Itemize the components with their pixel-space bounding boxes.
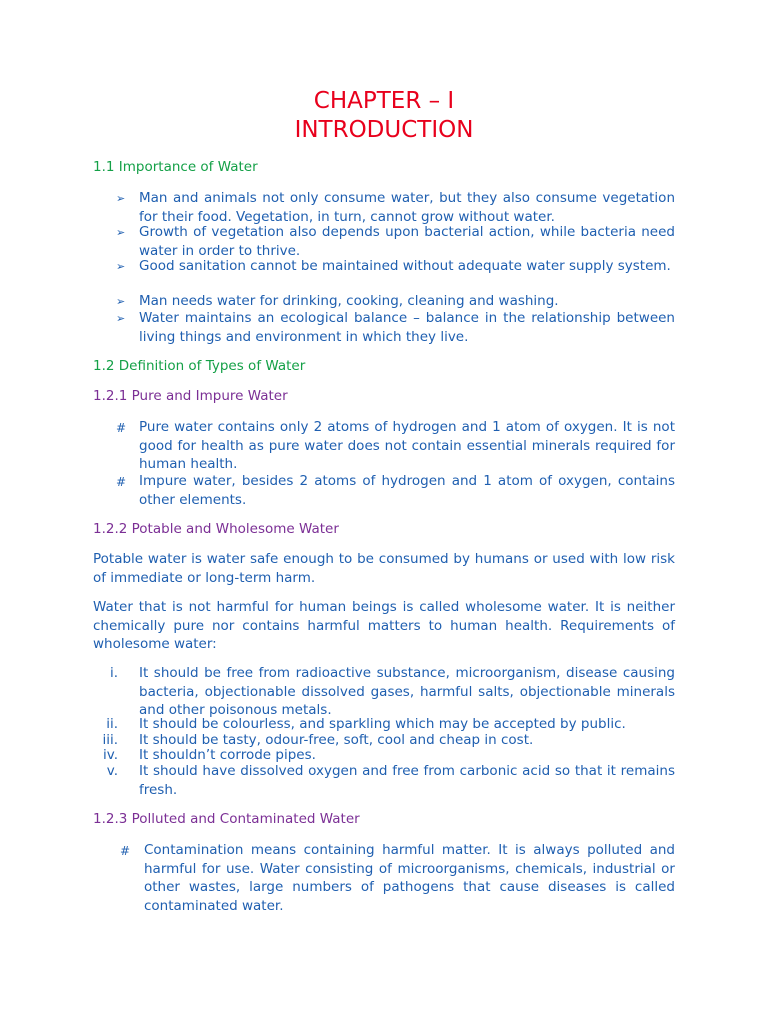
chapter-title: INTRODUCTION bbox=[294, 117, 474, 143]
list-item: Impure water, besides 2 atoms of hydrogen and 1 atom of oxygen, contains other elements. bbox=[139, 473, 675, 508]
list-item: It should be colourless, and sparkling which may be accepted by public. bbox=[139, 716, 626, 732]
section-heading-1-1: 1.1 Importance of Water bbox=[93, 159, 258, 175]
hash-bullet-icon: # bbox=[116, 475, 127, 489]
roman-numeral: ii. bbox=[106, 716, 118, 732]
chapter-number: CHAPTER – I bbox=[313, 88, 455, 114]
wholesome-paragraph: Water that is not harmful for human beings is called wholesome water. It is neither chemically pure nor contains harmful matters to human health. Requirements of wholesome water: bbox=[93, 599, 675, 652]
list-item: Man and animals not only consume water, but they also consume vegetation for their food. Vegetation, in turn, cannot grow without water. bbox=[139, 190, 675, 225]
list-item: Man needs water for drinking, cooking, cleaning and washing. bbox=[139, 293, 559, 309]
bullet-arrow-icon: ➢ bbox=[116, 295, 126, 308]
list-item: It should have dissolved oxygen and free from carbonic acid so that it remains fresh. bbox=[139, 763, 675, 798]
section-heading-1-2-1: 1.2.1 Pure and Impure Water bbox=[93, 388, 288, 404]
bullet-arrow-icon: ➢ bbox=[116, 192, 126, 205]
roman-numeral: v. bbox=[106, 763, 118, 779]
section-heading-1-2-2: 1.2.2 Potable and Wholesome Water bbox=[93, 521, 339, 537]
roman-numeral: i. bbox=[109, 665, 118, 681]
list-item: It should be tasty, odour-free, soft, cool and cheap in cost. bbox=[139, 732, 534, 748]
list-item: Pure water contains only 2 atoms of hydrogen and 1 atom of oxygen. It is not good for health as pure water does not contain essential minerals required for human health. bbox=[139, 419, 675, 472]
list-item: Growth of vegetation also depends upon bacterial action, while bacteria need water in order to thrive. bbox=[139, 224, 675, 259]
section-heading-1-2-3: 1.2.3 Polluted and Contaminated Water bbox=[93, 811, 360, 827]
bullet-arrow-icon: ➢ bbox=[116, 226, 126, 239]
list-item: Good sanitation cannot be maintained without adequate water supply system. bbox=[139, 258, 671, 274]
list-item: Contamination means containing harmful matter. It is always polluted and harmful for use. Water consisting of microorganisms, chemicals, industrial or other wastes, large numbers of pathogens that cause diseases is called contaminated water. bbox=[144, 842, 675, 914]
list-item: It should be free from radioactive substance, microorganism, disease causing bacteria, objectionable dissolved gases, harmful salts, objectionable minerals and other poisonous metals. bbox=[139, 665, 675, 718]
bullet-arrow-icon: ➢ bbox=[116, 312, 126, 325]
hash-bullet-icon: # bbox=[120, 844, 131, 858]
potable-paragraph: Potable water is water safe enough to be consumed by humans or used with low risk of immediate or long-term harm. bbox=[93, 551, 675, 586]
bullet-arrow-icon: ➢ bbox=[116, 260, 126, 273]
roman-numeral: iv. bbox=[103, 747, 118, 763]
list-item: Water maintains an ecological balance – balance in the relationship between living things and environment in which they live. bbox=[139, 310, 675, 345]
roman-numeral: iii. bbox=[102, 732, 118, 748]
hash-bullet-icon: # bbox=[116, 421, 127, 435]
list-item: It shouldn’t corrode pipes. bbox=[139, 747, 316, 763]
section-heading-1-2: 1.2 Definition of Types of Water bbox=[93, 358, 306, 374]
